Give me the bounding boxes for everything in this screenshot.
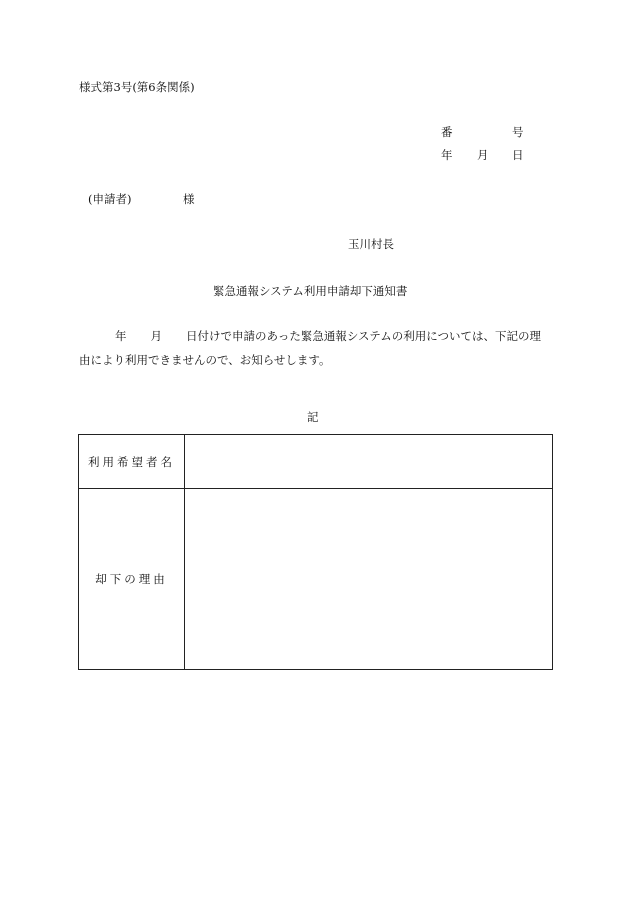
body-text-line-1: [79, 331, 559, 343]
applicant-name-label: 利用希望者名: [79, 435, 185, 489]
date-day-label: 日: [512, 148, 524, 162]
rejection-reason-field[interactable]: [185, 489, 553, 670]
applicant-name-field[interactable]: [185, 435, 553, 489]
document-number-label: 番: [441, 125, 453, 139]
body-year: 年: [115, 329, 127, 343]
body-month: 月: [150, 329, 162, 343]
issuer-name: 玉川村長: [348, 237, 394, 251]
document-title: 緊急通報システム利用申請却下通知書: [213, 284, 408, 298]
body-text-line-2: 由により利用できませんので、お知らせします。: [79, 353, 331, 367]
date-year-label: 年: [441, 148, 453, 162]
table-row-reason: [79, 489, 553, 670]
rejection-reason-label: 却下の理由: [79, 489, 185, 670]
body-day-text: 日付けで申請のあった緊急通報システムの利用については、下記の理: [186, 329, 542, 343]
addressee-label: (申請者): [88, 192, 132, 206]
form-number: 様式第3号(第6条関係): [79, 80, 195, 94]
table-row-applicant: [79, 435, 553, 489]
date-month-label: 月: [477, 148, 489, 162]
record-heading: 記: [307, 410, 319, 424]
addressee-honorific: 様: [183, 192, 195, 206]
document-number-suffix: 号: [512, 125, 524, 139]
record-table: [78, 434, 553, 670]
